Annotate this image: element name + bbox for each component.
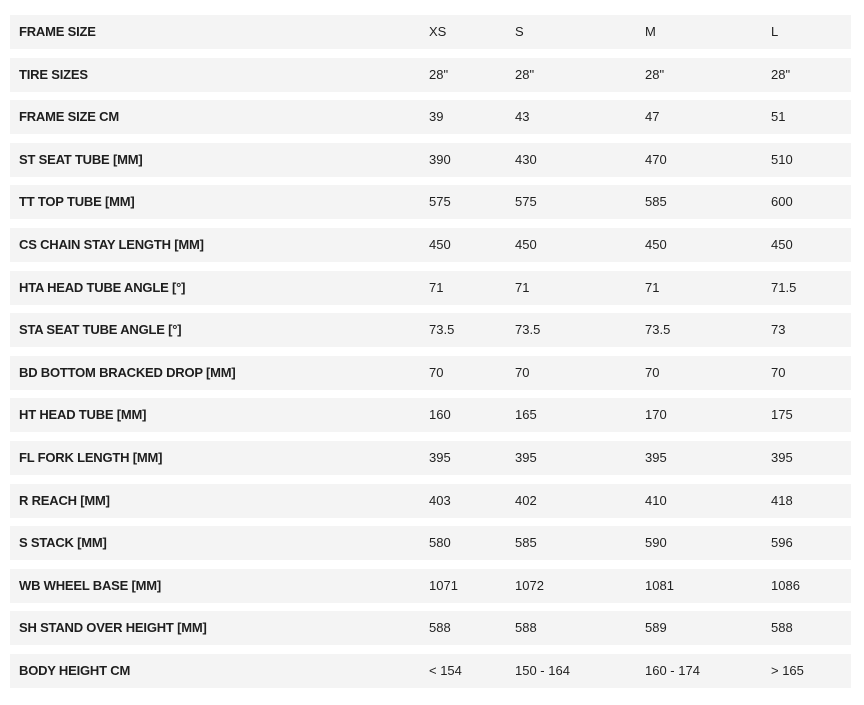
cell-xs: 73.5	[429, 322, 455, 338]
table-row-reach	[10, 484, 851, 518]
table-row-head-tube	[10, 398, 851, 432]
row-label: BODY HEIGHT CM	[19, 662, 131, 678]
cell-l: L	[771, 24, 779, 39]
table-row-chain-stay	[10, 228, 851, 262]
cell-xs: 71	[429, 279, 444, 295]
table-row-fork-length	[10, 441, 851, 475]
cell-m: 585	[645, 194, 667, 210]
cell-xs: 395	[429, 449, 451, 465]
table-row-tire-sizes	[10, 58, 851, 92]
table-row-bottom-bracket-drop	[10, 356, 851, 390]
cell-l: 28"	[771, 66, 791, 82]
cell-s: 1072	[515, 577, 544, 593]
cell-m: M	[645, 24, 656, 39]
cell-l: 450	[771, 236, 793, 252]
cell-l: 588	[771, 620, 793, 636]
cell-l: > 165	[771, 662, 804, 678]
row-label: TT TOP TUBE [MM]	[19, 194, 135, 210]
cell-l: 73	[771, 322, 786, 338]
cell-s: 71	[515, 279, 530, 295]
table-row-top-tube	[10, 185, 851, 219]
cell-m: 450	[645, 236, 667, 252]
cell-s: 402	[515, 492, 537, 508]
cell-s: 70	[515, 364, 530, 380]
table-row-head-tube-angle	[10, 271, 851, 305]
cell-l: 395	[771, 449, 793, 465]
cell-xs: 588	[429, 620, 451, 636]
row-label: HTA HEAD TUBE ANGLE [°]	[19, 279, 186, 295]
table-row-stand-over-height	[10, 611, 851, 645]
row-label: FRAME SIZE CM	[19, 109, 119, 125]
row-label: FRAME SIZE	[19, 24, 96, 39]
cell-s: 395	[515, 449, 537, 465]
cell-xs: 70	[429, 364, 444, 380]
cell-m: 28"	[645, 66, 665, 82]
cell-l: 596	[771, 535, 793, 551]
cell-m: 589	[645, 620, 667, 636]
cell-s: 150 - 164	[515, 662, 570, 678]
cell-s: 165	[515, 407, 537, 423]
cell-xs: XS	[429, 24, 447, 39]
cell-xs: 575	[429, 194, 451, 210]
cell-xs: < 154	[429, 662, 462, 678]
cell-s: 430	[515, 151, 537, 167]
cell-m: 70	[645, 364, 660, 380]
table-row-seat-tube-angle	[10, 313, 851, 347]
cell-xs: 450	[429, 236, 451, 252]
cell-m: 170	[645, 407, 667, 423]
row-label: S STACK [MM]	[19, 535, 107, 551]
cell-m: 160 - 174	[645, 662, 700, 678]
cell-xs: 28"	[429, 66, 449, 82]
cell-s: 43	[515, 109, 530, 125]
row-label: HT HEAD TUBE [MM]	[19, 407, 147, 423]
row-label: FL FORK LENGTH [MM]	[19, 449, 163, 465]
cell-m: 1081	[645, 577, 674, 593]
cell-s: 575	[515, 194, 537, 210]
row-label: TIRE SIZES	[19, 66, 88, 82]
cell-s: 73.5	[515, 322, 541, 338]
row-label: WB WHEEL BASE [MM]	[19, 577, 162, 593]
table-row-wheel-base	[10, 569, 851, 603]
cell-m: 410	[645, 492, 667, 508]
cell-l: 1086	[771, 577, 800, 593]
cell-s: S	[515, 24, 524, 39]
row-label: R REACH [MM]	[19, 492, 110, 508]
cell-l: 510	[771, 151, 793, 167]
table-row-frame-size	[10, 15, 851, 49]
table-row-stack	[10, 526, 851, 560]
cell-l: 175	[771, 407, 793, 423]
geometry-table	[10, 15, 851, 697]
cell-xs: 39	[429, 109, 444, 125]
row-label: STA SEAT TUBE ANGLE [°]	[19, 322, 182, 338]
cell-m: 47	[645, 109, 660, 125]
cell-l: 70	[771, 364, 786, 380]
row-label: CS CHAIN STAY LENGTH [MM]	[19, 236, 204, 252]
cell-l: 71.5	[771, 279, 797, 295]
cell-m: 470	[645, 151, 667, 167]
cell-m: 395	[645, 449, 667, 465]
table-row-frame-size-cm	[10, 100, 851, 134]
cell-m: 590	[645, 535, 667, 551]
row-label: ST SEAT TUBE [MM]	[19, 151, 143, 167]
cell-xs: 390	[429, 151, 451, 167]
cell-m: 73.5	[645, 322, 671, 338]
cell-m: 71	[645, 279, 660, 295]
cell-xs: 403	[429, 492, 451, 508]
cell-s: 585	[515, 535, 537, 551]
row-label: BD BOTTOM BRACKED DROP [MM]	[19, 364, 236, 380]
cell-l: 600	[771, 194, 793, 210]
cell-s: 588	[515, 620, 537, 636]
cell-s: 450	[515, 236, 537, 252]
cell-xs: 580	[429, 535, 451, 551]
cell-l: 51	[771, 109, 786, 125]
table-row-seat-tube	[10, 143, 851, 177]
cell-xs: 160	[429, 407, 451, 423]
row-label: SH STAND OVER HEIGHT [MM]	[19, 620, 207, 636]
table-row-body-height	[10, 654, 851, 688]
cell-l: 418	[771, 492, 793, 508]
cell-s: 28"	[515, 66, 535, 82]
cell-xs: 1071	[429, 577, 458, 593]
